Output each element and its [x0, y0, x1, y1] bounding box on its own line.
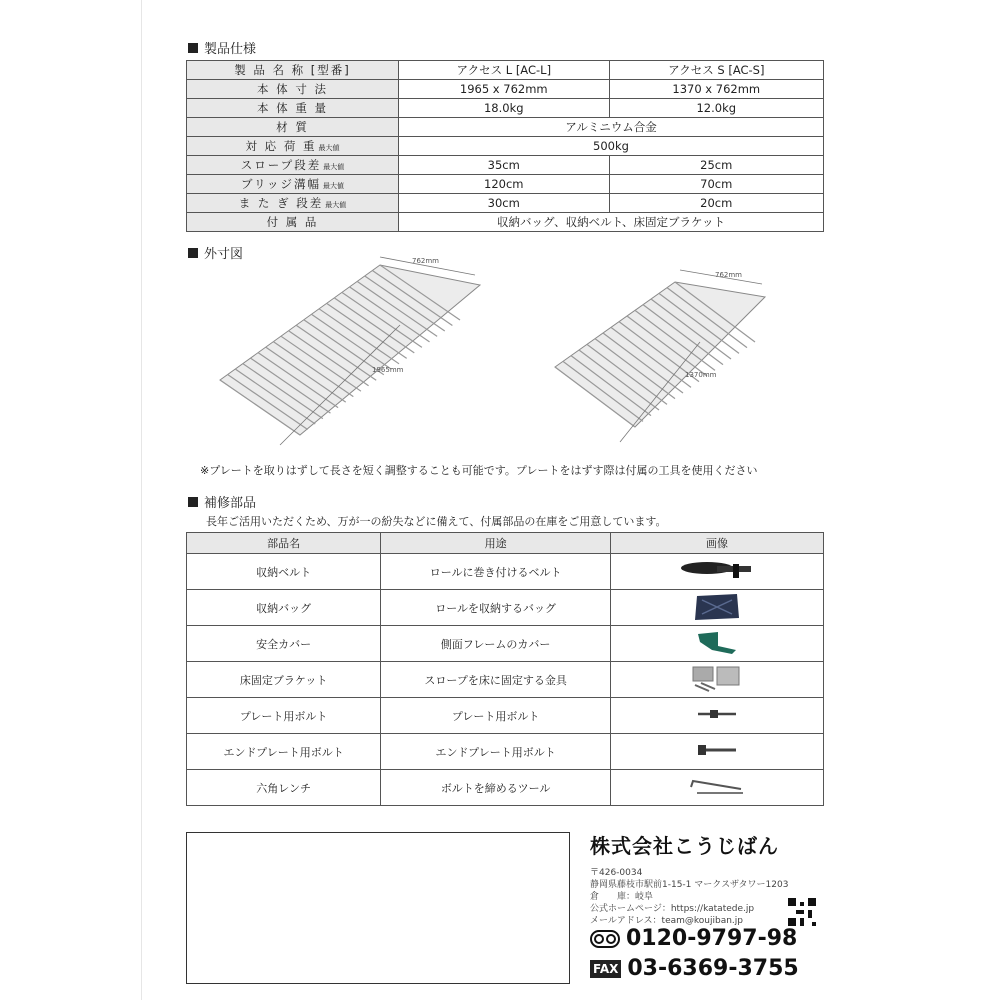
spec-label: 製 品 名 称 [型番] — [187, 61, 399, 80]
part-use: 側面フレームのカバー — [381, 626, 611, 662]
spec-merged: アルミニウム合金 — [399, 118, 824, 137]
part-image — [611, 554, 824, 590]
spec-col2: 1370 x 762mm — [609, 80, 823, 99]
spec-col2: 12.0kg — [609, 99, 823, 118]
safety-cover-icon — [692, 628, 742, 656]
tel-number[interactable]: 0120-9797-98 — [626, 926, 798, 951]
part-image — [611, 734, 824, 770]
part-use: ロールに巻き付けるベルト — [381, 554, 611, 590]
bag-icon — [692, 590, 742, 622]
spec-row — [187, 99, 824, 118]
spec-col1: 30cm — [399, 194, 610, 213]
spec-label: ま た ぎ 段差 最大値 — [187, 194, 399, 213]
spec-col2: 25cm — [609, 156, 823, 175]
part-image — [611, 590, 824, 626]
spec-label: ブリッジ溝幅 最大値 — [187, 175, 399, 194]
spec-label: 対 応 荷 重 最大値 — [187, 137, 399, 156]
company-name: 株式会社こうじばん — [590, 834, 779, 858]
spec-merged: 500kg — [399, 137, 824, 156]
spec-label: 材 質 — [187, 118, 399, 137]
part-name: 収納ベルト — [187, 554, 381, 590]
part-name: エンドプレート用ボルト — [187, 734, 381, 770]
table-row — [187, 554, 824, 590]
spec-col1: 1965 x 762mm — [399, 80, 610, 99]
square-bullet-icon — [188, 248, 198, 258]
hex-wrench-icon — [687, 775, 747, 797]
spec-row — [187, 156, 824, 175]
spec-col2: 70cm — [609, 175, 823, 194]
spec-row — [187, 175, 824, 194]
part-name: 六角レンチ — [187, 770, 381, 806]
spec-col1: 35cm — [399, 156, 610, 175]
spec-label: 本 体 重 量 — [187, 99, 399, 118]
large-ramp-drawing — [200, 245, 500, 460]
plate-bolt-icon — [692, 704, 742, 724]
parts-header-use: 用途 — [381, 533, 611, 554]
table-row — [187, 770, 824, 806]
spec-col1: アクセス L [AC-L] — [399, 61, 610, 80]
large-length-label: 1965mm — [372, 366, 404, 374]
postal-code: 〒426-0034 — [590, 868, 643, 878]
part-image — [611, 662, 824, 698]
spec-header-row — [187, 61, 824, 80]
spec-col1: 18.0kg — [399, 99, 610, 118]
address: 静岡県藤枝市駅前1-15-1 マークスザタワー1203 — [590, 880, 789, 890]
parts-header-name: 部品名 — [187, 533, 381, 554]
spec-merged: 収納バッグ、収納ベルト、床固定ブラケット — [399, 213, 824, 232]
table-row — [187, 626, 824, 662]
square-bullet-icon — [188, 497, 198, 507]
spec-label: スロープ段差 最大値 — [187, 156, 399, 175]
parts-header-image: 画像 — [611, 533, 824, 554]
spec-row — [187, 213, 824, 232]
qr-code-icon — [788, 898, 816, 926]
table-row — [187, 698, 824, 734]
spec-label: 本 体 寸 法 — [187, 80, 399, 99]
dimension-note: ※プレートを取りはずして長さを短く調整することも可能です。プレートをはずす際は付属の工具を使用ください — [200, 464, 758, 477]
part-use: プレート用ボルト — [381, 698, 611, 734]
small-ramp-drawing — [550, 262, 780, 447]
square-bullet-icon — [188, 43, 198, 53]
email[interactable]: メールアドレス：team@koujiban.jp — [590, 916, 744, 926]
table-row — [187, 662, 824, 698]
part-name: 安全カバー — [187, 626, 381, 662]
website[interactable]: 公式ホームページ：https://katatede.jp — [590, 904, 755, 914]
part-use: ロールを収納するバッグ — [381, 590, 611, 626]
fax-label: FAX — [590, 960, 621, 978]
parts-header-row — [187, 533, 824, 554]
parts-title-text: 補修部品 — [204, 496, 257, 511]
blank-box — [186, 832, 570, 984]
bracket-icon — [687, 663, 747, 693]
part-use: スロープを床に固定する金具 — [381, 662, 611, 698]
tel-line — [590, 926, 830, 951]
part-name: 床固定ブラケット — [187, 662, 381, 698]
spec-row — [187, 118, 824, 137]
small-length-label: 1370mm — [685, 371, 717, 379]
page-margin-line — [141, 0, 142, 1000]
warehouse: 倉 庫：岐阜 — [590, 892, 654, 902]
company-address-block — [590, 867, 788, 927]
end-plate-bolt-icon — [692, 739, 742, 761]
part-image — [611, 698, 824, 734]
parts-subtitle: 長年ご活用いただくため、万が一の紛失などに備えて、付属部品の在庫をご用意しています。 — [206, 515, 667, 528]
part-use: ボルトを締めるツール — [381, 770, 611, 806]
freedial-icon — [590, 930, 620, 948]
spec-title-text: 製品仕様 — [204, 42, 257, 57]
parts-section-title — [188, 492, 256, 511]
parts-table — [186, 532, 824, 806]
part-use: エンドプレート用ボルト — [381, 734, 611, 770]
fax-number: 03-6369-3755 — [627, 956, 799, 981]
spec-row — [187, 194, 824, 213]
part-name: 収納バッグ — [187, 590, 381, 626]
spec-section-title — [188, 38, 256, 57]
belt-icon — [677, 556, 757, 584]
spec-row — [187, 80, 824, 99]
large-width-label: 762mm — [412, 257, 439, 265]
fax-line — [590, 956, 830, 981]
company-info — [590, 830, 799, 981]
spec-table — [186, 60, 824, 232]
part-image — [611, 770, 824, 806]
spec-label: 付 属 品 — [187, 213, 399, 232]
part-name: プレート用ボルト — [187, 698, 381, 734]
small-width-label: 762mm — [715, 271, 742, 279]
spec-col2: 20cm — [609, 194, 823, 213]
table-row — [187, 590, 824, 626]
dimension-title-text: 外寸図 — [204, 247, 244, 262]
table-row — [187, 734, 824, 770]
part-image — [611, 626, 824, 662]
spec-col2: アクセス S [AC-S] — [609, 61, 823, 80]
spec-row — [187, 137, 824, 156]
spec-col1: 120cm — [399, 175, 610, 194]
